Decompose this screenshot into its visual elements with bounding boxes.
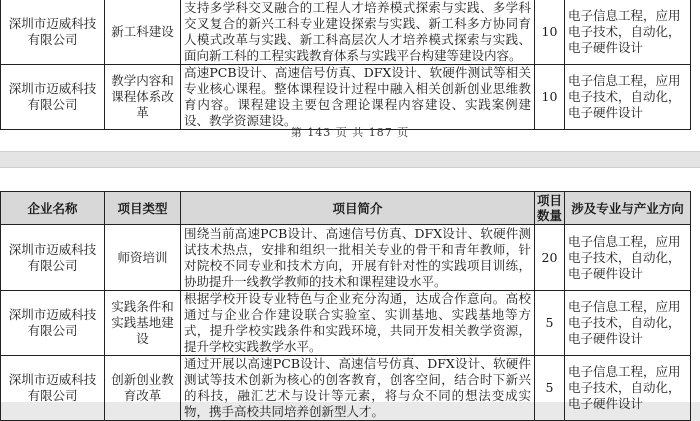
industry-direction-cell: 电子信息工程，应用电子技术，自动化，电子硬件设计 [565,291,691,356]
project-count-cell: 10 [535,65,565,130]
table-row [1,291,691,356]
project-table [0,191,691,421]
project-count-cell: 5 [535,291,565,356]
table-row [1,225,691,291]
project-table-continued [0,0,691,130]
company-name-cell: 深圳市迈威科技有限公司 [1,65,105,130]
project-type-cell: 新工科建设 [105,0,181,65]
project-count-cell: 5 [535,356,565,421]
page-144 [0,168,700,419]
table-row [1,65,691,130]
industry-direction-cell: 电子信息工程，应用电子技术，自动化，电子硬件设计 [565,65,691,130]
page-separator [0,151,700,168]
header-project-type: 项目类型 [105,192,181,225]
project-summary-cell: 高速PCB设计、高速信号仿真、DFX设计、软硬件测试等相关专业核心课程。整体课程设计过程中融入相关创新创业思维教育内容。课程建设主要包含理论课程内容建设、实践案例建设、教学资源建设。 [181,65,535,130]
project-count-cell: 20 [535,225,565,291]
project-type-cell: 实践条件和实践基地建设 [105,291,181,356]
project-type-cell: 教学内容和课程体系改革 [105,65,181,130]
project-count-cell: 10 [535,0,565,65]
header-industry-direction: 涉及专业与产业方向 [565,192,691,225]
table-header-row [1,192,691,225]
industry-direction-cell: 电子信息工程，应用电子技术，自动化，电子硬件设计 [565,356,691,421]
company-name-cell: 深圳市迈威科技有限公司 [1,356,105,421]
table-row [1,356,691,421]
project-type-cell: 创新创业教育改革 [105,356,181,421]
project-type-cell: 师资培训 [105,225,181,291]
header-project-summary: 项目简介 [181,192,535,225]
page-number-footer: 第 143 页 共 187 页 [290,126,410,139]
project-summary-cell: 围绕当前高速PCB设计、高速信号仿真、DFX设计、软硬件测试技术热点，安排和组织一批相关专业的骨干和青年教师，针对院校不同专业和技术方向，开展有针对性的实践项目训练，协助提升一线教学教师的技术和课程建设水平。 [181,225,535,291]
project-summary-cell: 通过开展以高速PCB设计、高速信号仿真、DFX设计、软硬件测试等技术创新为核心的创客教育，创客空间，结合时下新兴的科技，融汇艺术与设计等元素，将与众不同的想法变成实物，携手高校共同培养创新型人才。 [181,356,535,421]
header-company-name: 企业名称 [1,192,105,225]
company-name-cell: 深圳市迈威科技有限公司 [1,225,105,291]
page-143 [0,0,700,151]
header-project-count: 项目数量 [535,192,565,225]
industry-direction-cell: 电子信息工程，应用电子技术，自动化，电子硬件设计 [565,225,691,291]
project-summary-cell: 支持多学科交叉融合的工程人才培养模式探索与实践、多学科交叉复合的新兴工科专业建设探索与实践、新工科多方协同育人模式改革与实践、新工科高层次人才培养模式探索与实践、面向新工科的工程实践教育体系与实践平台构建等建设内容。 [181,0,535,65]
project-summary-cell: 根据学校开设专业特色与企业充分沟通，达成合作意向。高校通过与企业合作建设联合实验室、实训基地、实践基地等方式，提升学校实践条件和实践环境，共同开发相关教学资源，提升学校实践教学水平。 [181,291,535,356]
table-row [1,0,691,65]
company-name-cell: 深圳市迈威科技有限公司 [1,0,105,65]
company-name-cell: 深圳市迈威科技有限公司 [1,291,105,356]
industry-direction-cell: 电子信息工程，应用电子技术，自动化，电子硬件设计 [565,0,691,65]
